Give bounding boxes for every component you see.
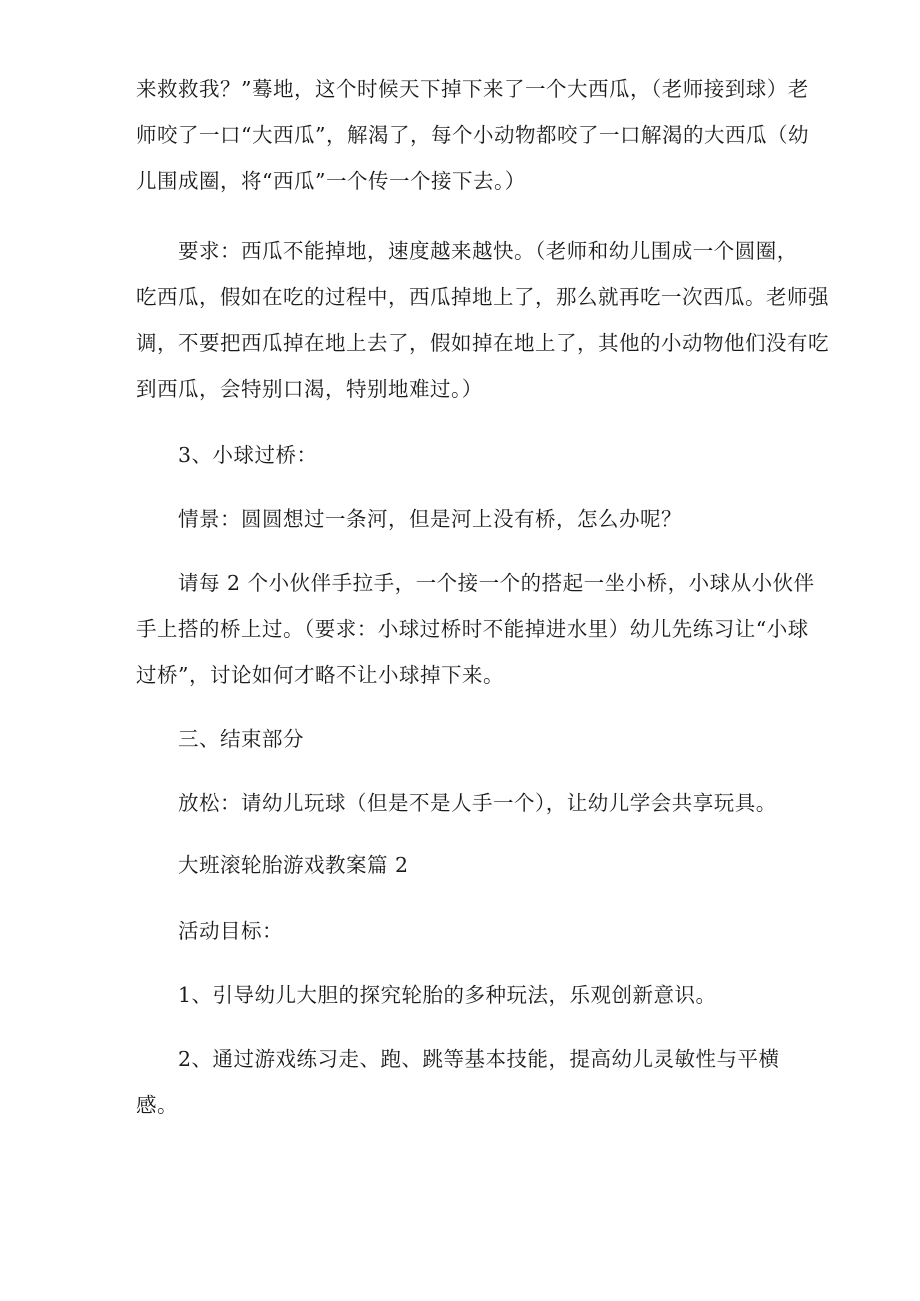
text-line: 三、结束部分 [178,727,304,751]
text-line: 请每 2 个小伙伴手拉手，一个接一个的搭起一坐小桥，小球从小伙伴 [178,571,815,595]
goal-item-2 [136,1036,796,1128]
text-line: 活动目标： [178,919,283,943]
text-line: 儿围成圈，将“西瓜”一个传一个接下去。） [136,169,526,193]
paragraph-relax [178,780,798,826]
text-line: 放松：请幼儿玩球（但是不是人手一个），让幼儿学会共享玩具。 [178,791,777,815]
text-line: 师咬了一口“大西瓜”，解渴了，每个小动物都咬了一口解渴的大西瓜（幼 [136,123,809,147]
paragraph-bridge-instructions [136,560,815,698]
text-line: 要求：西瓜不能掉地，速度越来越快。（老师和幼儿围成一个圆圈， [178,239,798,263]
section-heading-ending [178,716,798,762]
text-line: 来救救我？”蓦地，这个时候天下掉下来了一个大西瓜，（老师接到球）老 [136,77,809,101]
paragraph-watermelon-story [136,66,809,204]
paragraph-scenario [178,496,798,542]
text-line: 手上搭的桥上过。（要求：小球过桥时不能掉进水里）幼儿先练习让“小球 [136,617,809,641]
text-line: 情景：圆圆想过一条河，但是河上没有桥，怎么办呢？ [178,507,682,531]
text-line: 大班滚轮胎游戏教案篇 2 [178,853,409,877]
text-line: 调，不要把西瓜掉在地上去了，假如掉在地上了，其他的小动物他们没有吃 [136,331,829,355]
text-line: 1、引导幼儿大胆的探究轮胎的多种玩法，乐观创新意识。 [178,983,717,1007]
goal-item-1 [178,972,798,1018]
lesson-title-tire-game [178,842,798,888]
text-line: 到西瓜，会特别口渴，特别地难过。） [136,377,483,401]
paragraph-requirement [136,228,829,412]
text-line: 2、通过游戏练习走、跑、跳等基本技能，提高幼儿灵敏性与平横 [178,1047,780,1071]
text-line: 3、小球过桥： [178,443,318,467]
section-heading-ball-bridge [178,432,798,478]
text-line: 吃西瓜，假如在吃的过程中，西瓜掉地上了，那么就再吃一次西瓜。老师强 [136,285,829,309]
section-heading-goals [178,908,798,954]
text-line: 感。 [136,1093,178,1117]
text-line: 过桥”，讨论如何才略不让小球掉下来。 [136,663,504,687]
